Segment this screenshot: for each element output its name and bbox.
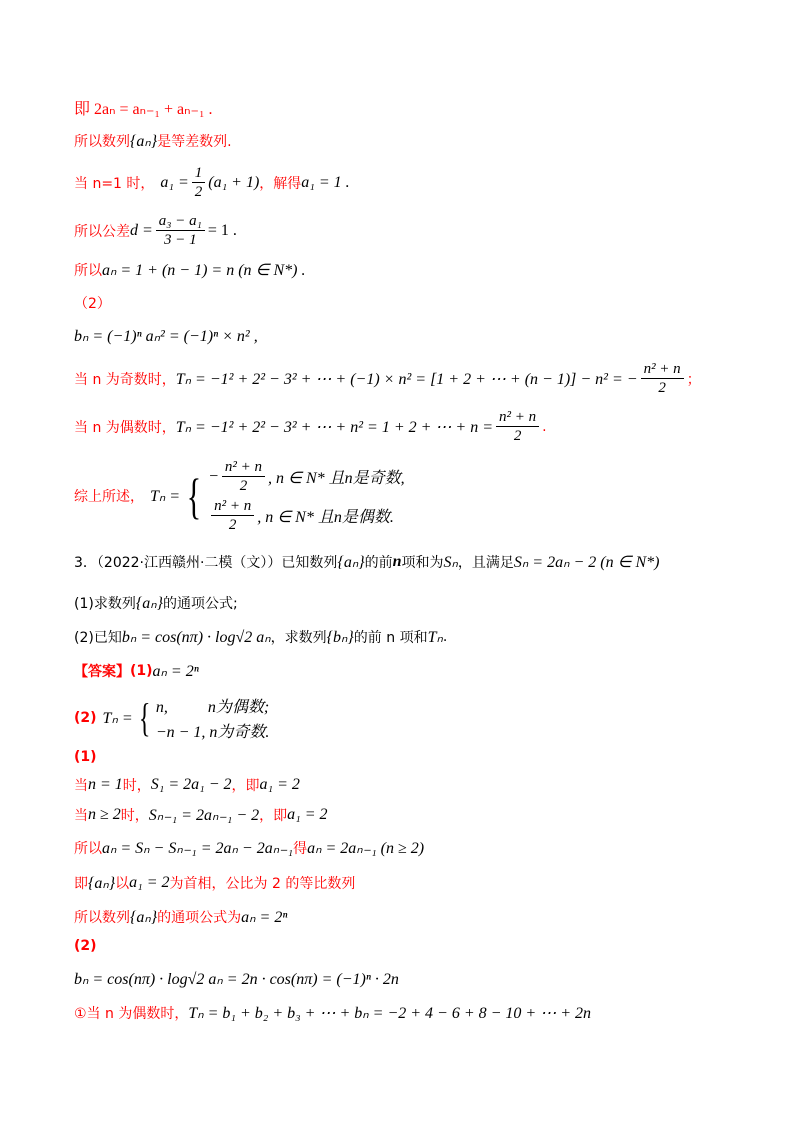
text: .: [442, 629, 448, 645]
fraction: [156, 212, 205, 249]
solution-line: [74, 873, 355, 893]
section-label: (1): [74, 749, 97, 765]
text: 当 n 为奇数时，: [74, 371, 176, 388]
math: {aₙ}: [135, 595, 164, 612]
math: Sₙ: [443, 554, 458, 571]
question-2: [74, 627, 447, 647]
numerator: n² + n: [496, 408, 539, 427]
numerator: n² + n: [222, 458, 265, 477]
math: aₙ = Sₙ − Sₙ₋₁ = 2aₙ − 2aₙ₋₁: [102, 840, 294, 857]
math: d =: [130, 221, 153, 239]
text: 当 n=1 时，: [74, 175, 155, 192]
text: 以: [115, 876, 130, 892]
answer-2: [74, 694, 269, 742]
text: 时，: [120, 808, 149, 824]
math: a₁ = 2: [129, 874, 170, 891]
text: 即: [74, 876, 88, 892]
text: 3．（2022·江西赣州·二模（文））已知数列: [74, 555, 338, 571]
line-1: [74, 96, 213, 119]
line-9: [74, 408, 547, 445]
math: {aₙ}: [88, 875, 116, 892]
text: 得: [293, 841, 308, 857]
text: 所以数列: [74, 910, 130, 926]
fraction: [211, 497, 254, 534]
text: 综上所述，: [74, 489, 144, 505]
math: a₁ =: [160, 173, 189, 191]
text: 项和为: [401, 555, 444, 571]
denominator: 2: [228, 517, 237, 533]
text: 当: [74, 808, 88, 824]
numerator: n² + n: [641, 360, 684, 379]
numerator: n² + n: [211, 497, 254, 516]
fraction: [641, 360, 684, 397]
math: {bₙ}: [326, 629, 354, 646]
math: aₙ = 2ⁿ: [241, 909, 288, 926]
question-1: [74, 593, 238, 613]
text: 的前: [364, 555, 393, 571]
text: ①当 n 为偶数时，: [74, 1006, 189, 1022]
case-row: [208, 458, 405, 495]
case-row: n, n为偶数;: [155, 699, 270, 716]
text: ；: [686, 371, 701, 388]
math: {aₙ}: [130, 909, 158, 926]
equation: 即 2aₙ = aₙ₋₁ + aₙ₋₁ .: [74, 101, 213, 118]
math: {aₙ}: [337, 554, 365, 571]
solution-line: [74, 775, 300, 795]
text: 的通项公式;: [163, 596, 238, 612]
text: (1): [130, 663, 153, 679]
text: 是等差数列.: [157, 134, 232, 150]
math: Tₙ: [427, 629, 443, 646]
math: bₙ = cos(nπ) · log√2 aₙ = 2n · cos(nπ) = (−1)ⁿ · 2n: [74, 971, 399, 988]
line-3: [74, 164, 350, 201]
math: a₁ = 2: [287, 806, 328, 823]
math: a₁ = 1 .: [301, 173, 350, 191]
line-8: [74, 360, 701, 397]
line-2: [74, 131, 232, 151]
text: 的前 n 项和: [353, 630, 428, 646]
math: a₁ = 2: [259, 776, 300, 793]
numerator: 1: [192, 164, 206, 183]
math: = 1 .: [207, 221, 237, 239]
solution-line: [74, 969, 399, 989]
section-label: (2): [74, 938, 97, 954]
math: (a₁ + 1): [208, 173, 260, 191]
solution-line: [74, 805, 328, 825]
text: 为首相，公比为 2 的等比数列: [169, 876, 356, 892]
line-5: [74, 260, 305, 280]
solution-line: [74, 1003, 591, 1023]
text: 所以公差: [74, 223, 130, 240]
text: .: [542, 418, 547, 435]
answer-1: [74, 661, 199, 681]
fraction: [496, 408, 539, 445]
line-4: [74, 212, 237, 249]
denominator: 2: [239, 478, 248, 494]
math: aₙ = 2ⁿ: [152, 663, 199, 680]
solution-part-1: [74, 749, 97, 765]
text: 所以: [74, 263, 102, 279]
line-7: [74, 326, 258, 346]
text: 当 n 为偶数时，: [74, 419, 176, 436]
math: Tₙ = b₁ + b₂ + b₃ + ⋯ + bₙ = −2 + 4 − 6 + 8 − 10 + ⋯ + 2n: [188, 1005, 592, 1022]
math: Sₙ = 2aₙ − 2 (n ∈ N*): [513, 554, 660, 571]
denominator: 2: [194, 184, 203, 200]
denominator: 2: [658, 380, 666, 396]
math: n: [392, 553, 402, 570]
line-10: [74, 458, 405, 534]
text: (1)求数列: [74, 596, 136, 612]
denominator: 2: [513, 428, 522, 444]
text: ，即: [231, 778, 260, 794]
math: , n ∈ N* 且n是偶数.: [257, 509, 394, 526]
math: Sₙ₋₁ = 2aₙ₋₁ − 2: [148, 807, 260, 824]
math: {aₙ}: [130, 133, 158, 150]
math: aₙ = 2aₙ₋₁ (n ≥ 2): [307, 840, 425, 857]
brace: {: [186, 468, 202, 524]
solution-line: [74, 838, 424, 858]
math: Tₙ = −1² + 2² − 3² + ⋯ + (−1) × n² = [1 + 2 + ⋯ + (n − 1)] − n² = −: [175, 370, 638, 388]
text: (2): [74, 710, 97, 726]
fraction: [192, 164, 206, 201]
case-row: −n − 1, n为奇数.: [155, 724, 270, 741]
math: bₙ = (−1)ⁿ aₙ² = (−1)ⁿ × n² ,: [74, 328, 258, 345]
math: n = 1: [88, 776, 123, 793]
text: 所以数列: [74, 134, 130, 150]
text: ，求数列: [270, 630, 327, 646]
math: −: [208, 467, 219, 485]
numerator: a₃ − a₁: [156, 212, 205, 231]
fraction: [222, 458, 265, 495]
math: Tₙ = −1² + 2² − 3² + ⋯ + n² = 1 + 2 + ⋯ + n =: [175, 418, 494, 436]
cases: [208, 458, 405, 534]
brace: {: [138, 695, 150, 740]
math: S₁ = 2a₁ − 2: [150, 776, 232, 793]
math: Tₙ =: [150, 488, 181, 505]
math: Tₙ =: [102, 710, 133, 727]
case-row: [208, 497, 405, 534]
text: ，且满足: [457, 555, 514, 571]
section-label: （2）: [74, 296, 111, 312]
answer-label: 【答案】: [74, 664, 130, 680]
text: ，即: [259, 808, 288, 824]
text: (2)已知: [74, 630, 122, 646]
text: 当: [74, 778, 88, 794]
line-6: [74, 293, 111, 313]
denominator: 3 − 1: [164, 232, 197, 248]
solution-part-2: [74, 938, 97, 954]
math: bₙ = cos(nπ) · log√2 aₙ: [121, 629, 271, 646]
math: , n ∈ N* 且n是奇数,: [268, 470, 405, 487]
cases: [156, 694, 270, 742]
text: ，解得: [259, 175, 302, 192]
solution-line: [74, 907, 287, 927]
math: n ≥ 2: [88, 806, 121, 823]
text: 所以: [74, 841, 102, 857]
problem-3-stem: [74, 552, 660, 572]
text: 的通项公式为: [157, 910, 242, 926]
text: 时，: [122, 778, 151, 794]
math: aₙ = 1 + (n − 1) = n (n ∈ N*) .: [102, 262, 306, 279]
